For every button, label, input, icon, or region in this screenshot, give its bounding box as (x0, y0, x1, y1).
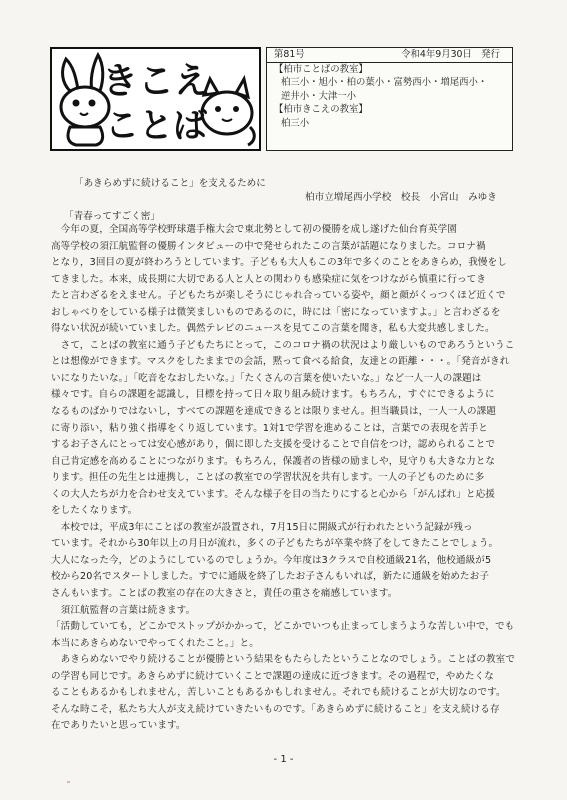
classroom-heading: 【柏市きこえの教室】 (274, 104, 368, 116)
body-line: 校から20名でスタートしました。すでに通級を終了したお子さんもいれば，新たに通級を始めたお子 (51, 571, 490, 583)
body-line: いになりたいな。」「吃音をなおしたいな。」「たくさんの言葉を使いたいな。」など一人一人の課題は (51, 372, 482, 384)
school-list (267, 63, 512, 130)
body-line: とは想像ができます。マスクをしたままでの会話，黙って食べる給食，友達との距離・・・。「発音がきれ (51, 356, 510, 368)
paper-speck (67, 781, 70, 783)
body-line: くの大人たちが力を合わせ支えています。そんな様子を目の当たりにすると心から「がんばれ」と応援 (51, 488, 495, 500)
article-body (51, 222, 526, 735)
school-names: 柏三小・旭小・柏の葉小・富勢西小・増尾西小・ (281, 77, 488, 89)
issue-header-row (267, 48, 512, 63)
article-author: 柏市立増尾西小学校 校長 小宮山 みゆき (305, 192, 497, 203)
body-line: ります。担任の先生とは連携し，ことばの教室での学習状況を共有します。一人の子どものために多 (51, 472, 485, 484)
body-line: 大人になった今，どのようにしているのでしょうか。今年度は3クラスで自校通級21名，他校通級が5 (51, 554, 492, 566)
body-line: 高等学校の須江航監督の優勝インタビューの中で発せられたこの言葉が話題になりました。コロナ禍 (51, 240, 486, 252)
body-line: あきらめないでやり続けることが優勝という結果をもたらしたということなのでしょう。ことばの教室で (51, 654, 516, 666)
body-line: となり，3回目の夏が終わろうとしています。子どもも大人もこの3年で多くのことをあきらめ，我慢をし (51, 257, 507, 269)
body-line: おしゃべりをしている様子は微笑ましいものであるのに，時には「密になっていますよ。」と言わざるを (51, 306, 501, 318)
body-line: 在でありたいと思っています。 (51, 720, 186, 732)
body-line: 様々です。自らの課題を認識し，目標を持って日々取り組み続けます。もちろん，すぐにできるように (51, 389, 495, 401)
body-line: 「活動していても，どこかでストップがかかって，どこかでいつも止まってしまうような苦しい中で，でも (51, 621, 515, 633)
body-line: ています。それから30年以上の月日が流れ，多くの子どもたちが卒業や終了をしてきたことでしょう。 (51, 538, 499, 550)
body-line: 須江航監督の言葉は続きます。 (51, 604, 196, 616)
body-line: たと言わざるをえません。子どもたちが楽しそうにじゃれ合っている姿や，顔と顔がくっつくほど近くで (51, 290, 506, 302)
newsletter-logo (50, 47, 261, 151)
body-line: さんもいます。ことばの教室の存在の大きさと，責任の重さを痛感しています。 (51, 588, 398, 600)
logo-line1: きこえ (101, 61, 211, 102)
body-line: ることもあるかもしれません，苦しいこともあるかもしれません。それでも続けることが大切なのです。 (51, 687, 506, 699)
body-line: をしたくなります。 (51, 505, 138, 517)
body-line: 本当にあきらめないでやってくれたこと。」と。 (51, 637, 259, 649)
body-line: 自己肯定感を高めることにつながります。もちろん，保護者の皆様の励ましや，見守りも大きな力とな (51, 455, 496, 467)
body-line: 本校では，平成3年にことばの教室が設置され，7月15日に開級式が行われたという記録が残っ (51, 521, 473, 533)
body-line: するお子さんにとっては安心感があり，個に即した支援を受けることで自信をつけ，認められることで (51, 439, 496, 451)
school-names: 柏三小 (281, 117, 310, 129)
issue-info-box (266, 47, 513, 151)
body-line: なるものばかりではないし，すべての課題を達成できるとは限りません。担当職員は，一人一人の課題 (51, 406, 497, 418)
quote-heading: 「青春ってすごく密」 (64, 211, 160, 222)
article-title: 「あきらめずに続けること」を支えるために (74, 178, 266, 189)
page-number: - 1 - (273, 754, 294, 765)
issue-date: 令和4年9月30日 発行 (401, 49, 500, 60)
body-line: てきました。本来，成長期に大切である人と人との関わりも感染症に気をつけながら慎重に行ってき (51, 273, 487, 285)
logo-artwork (52, 49, 259, 149)
body-line: 得ない状況が続いていました。偶然テレビのニュースを見てこの言葉を聞き，私も大変共感しました。 (51, 323, 495, 335)
logo-line2: ことば (105, 106, 207, 146)
issue-number: 第81号 (274, 49, 305, 60)
body-line: そんな時こそ，私たち大人が支え続けていきたいものです。「あきらめずに続けること」を支え続ける存 (51, 703, 500, 715)
school-names: 逆井小・大津一小 (281, 90, 357, 102)
body-line: さて，ことばの教室に通う子どもたちにとって，このコロナ禍の状況はより厳しいものであろうというこ (51, 339, 515, 351)
body-line: に寄り添い，粘り強く指導をくり返しています。1対1で学習を進めることは，言葉での表現を苦手と (51, 422, 488, 434)
classroom-heading: 【柏市ことばの教室】 (274, 64, 368, 75)
body-line: の学習も同じです。あきらめずに続けていくことで課題の達成に近づきます。その過程で，やめたくな (51, 670, 494, 682)
body-line: 今年の夏，全国高等学校野球選手権大会で東北勢として初の優勝を成し遂げた仙台育英学園 (51, 224, 458, 235)
